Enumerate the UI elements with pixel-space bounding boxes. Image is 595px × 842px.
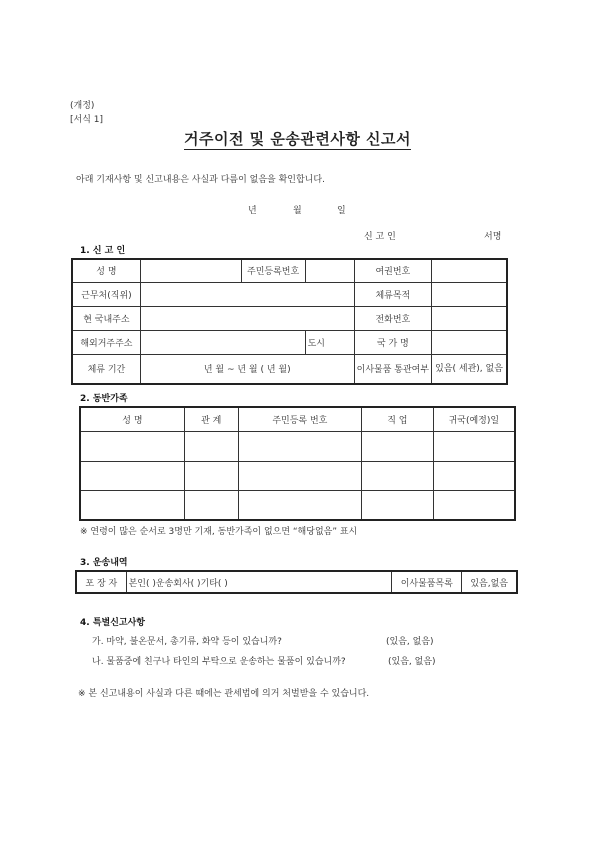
country-label: 국 가 명 [354,330,431,354]
name-label: 성 명 [72,259,140,282]
col-name: 성 명 [80,407,184,431]
goods-list-choice[interactable]: 있음,없음 [462,571,517,593]
section3-heading: 3. 운송내역 [80,558,128,568]
domestic-address-label: 현 국내주소 [72,306,140,330]
family-cell[interactable] [238,490,361,520]
family-cell[interactable] [80,490,184,520]
overseas-address-field[interactable] [140,330,305,354]
section2-heading: 2. 동반가족 [80,394,128,404]
special-item-b-choice[interactable]: (있음, 없음) [388,657,436,667]
family-cell[interactable] [433,461,515,490]
table-row [72,282,507,306]
family-cell[interactable] [80,461,184,490]
city-label [305,330,354,354]
signer-label: 신 고 인 [364,232,396,242]
resident-no-field[interactable] [305,259,354,282]
table-row [80,490,515,520]
resident-no-label: 주민등록번호 [241,259,305,282]
name-field[interactable] [140,259,241,282]
family-cell[interactable] [184,461,238,490]
stay-purpose-field[interactable] [432,282,507,306]
table-row [72,259,507,282]
table-row [72,330,507,354]
reporter-table [71,258,508,385]
col-return-date: 귀국(예정)일 [433,407,515,431]
stay-period-label: 체류 기간 [72,354,140,384]
passport-no-label: 여권번호 [354,259,431,282]
table-row [80,407,515,431]
table-row [80,461,515,490]
date-year: 년 [248,206,257,216]
date-day: 일 [337,206,346,216]
phone-label: 전화번호 [354,306,431,330]
domestic-address-field[interactable] [140,306,354,330]
declaration-text: 아래 기재사항 및 신고내용은 사실과 다름이 없음을 확인합니다. [76,175,325,185]
stay-purpose-label: 체류목적 [354,282,431,306]
col-occupation: 직 업 [362,407,434,431]
family-note: ※ 연령이 많은 순서로 3명만 기재, 동반가족이 없으면 “해당없음” 표시 [80,527,358,537]
table-row [72,354,507,384]
section4-heading: 4. 특별신고사항 [80,618,145,628]
family-cell[interactable] [362,431,434,461]
packer-label: 포 장 자 [76,571,126,593]
special-item-a-choice[interactable]: (있음, 없음) [386,637,434,647]
special-item-a: 가. 마약, 불온문서, 총기류, 화약 등이 있습니까? [92,637,282,647]
table-row [76,571,517,593]
overseas-address-label: 해외거주주소 [72,330,140,354]
family-cell[interactable] [362,490,434,520]
table-row [80,431,515,461]
date-month: 월 [293,206,302,216]
family-cell[interactable] [80,431,184,461]
form-number: [서식 1] [70,115,103,125]
city-label-text: 도시 [307,338,325,349]
family-cell[interactable] [362,461,434,490]
stay-period-field[interactable]: 년 월 ~ 년 월 ( 년 월) [140,354,354,384]
family-cell[interactable] [433,431,515,461]
family-cell[interactable] [184,490,238,520]
customs-label: 이사물품 통관여부 [354,354,431,384]
passport-no-field[interactable] [432,259,507,282]
family-table [79,406,516,521]
transport-table [75,570,518,594]
section1-heading: 1. 신 고 인 [80,246,126,256]
signer-sign: 서명 [484,232,502,242]
customs-choice[interactable]: 있음( 세관), 없음 [432,354,507,384]
footer-note: ※ 본 신고내용이 사실과 다른 때에는 관세법에 의거 처벌받을 수 있습니다. [78,689,370,699]
page-title [0,128,595,149]
special-item-b: 나. 물품중에 친구나 타인의 부탁으로 운송하는 물품이 있습니까? [92,657,346,667]
packer-options[interactable]: 본인( )운송회사( )기타( ) [126,571,392,593]
workplace-label: 근무처(직위) [72,282,140,306]
phone-field[interactable] [432,306,507,330]
page-title-text: 거주이전 및 운송관련사항 신고서 [183,130,412,148]
goods-list-label: 이사물품목록 [392,571,462,593]
family-cell[interactable] [433,490,515,520]
table-row [72,306,507,330]
col-resident-no: 주민등록 번호 [238,407,361,431]
revision-label: (개정) [70,101,95,111]
col-relation: 관 계 [184,407,238,431]
country-field[interactable] [432,330,507,354]
family-cell[interactable] [238,431,361,461]
workplace-field[interactable] [140,282,354,306]
family-cell[interactable] [238,461,361,490]
family-cell[interactable] [184,431,238,461]
